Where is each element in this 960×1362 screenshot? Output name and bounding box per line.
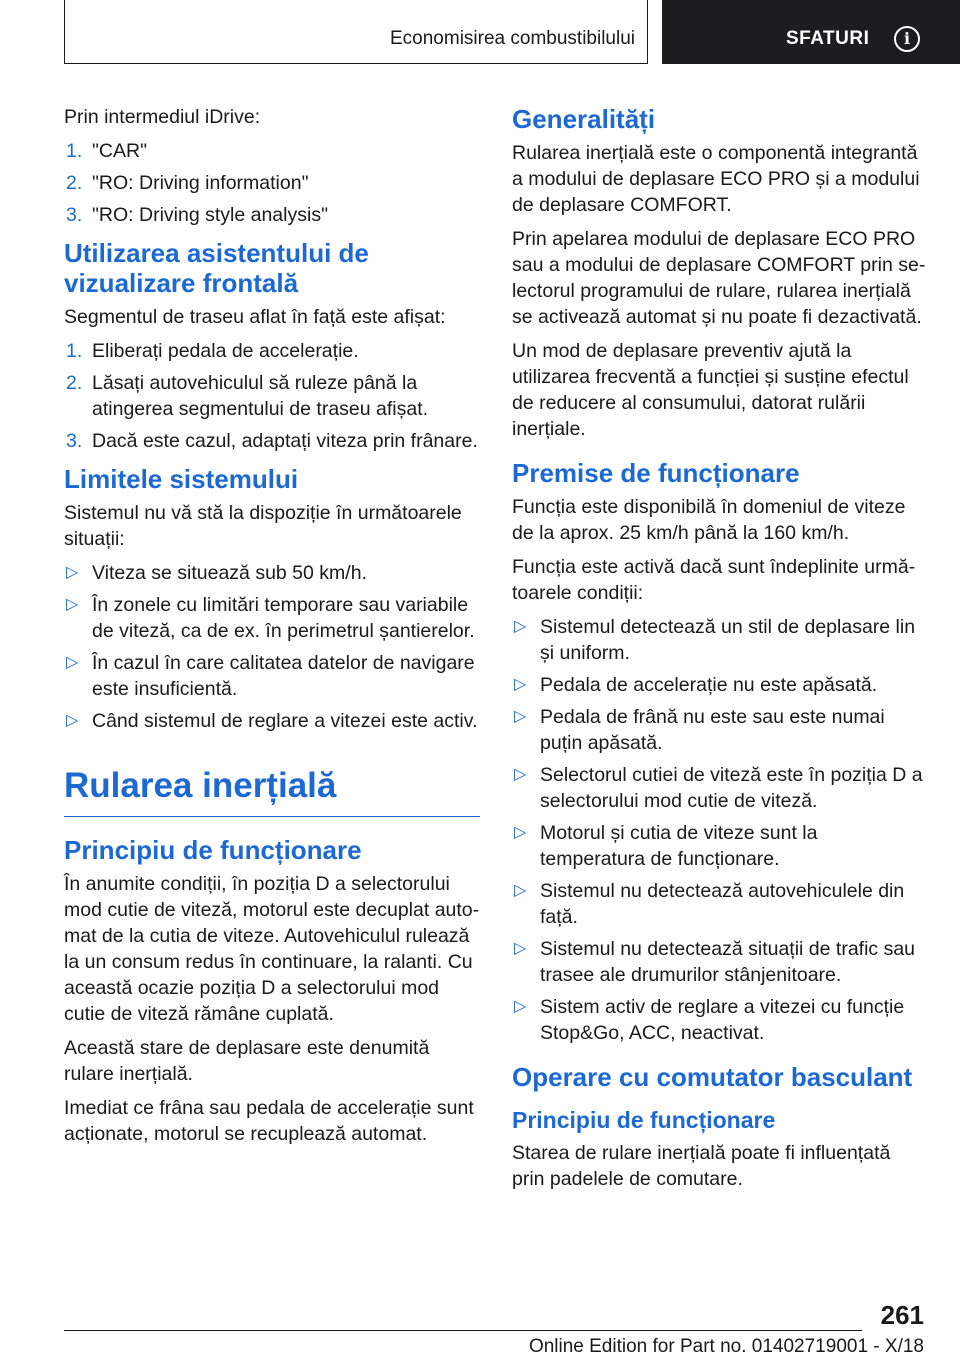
list-item <box>64 560 480 586</box>
step-number: 1. <box>66 340 83 362</box>
bullet-triangle-icon: ▷ <box>66 654 79 671</box>
step-text: Dacă este cazul, adaptați viteza prin frânare. <box>92 430 478 452</box>
limits-text: Sistemul nu vă stă la dispoziție în următoarele situații: <box>64 502 462 550</box>
heading-rocker-switch: Operare cu comutator basculant <box>512 1062 913 1092</box>
principle-paragraph-2: Această stare de deplasare este denumită rulare inerțială. <box>64 1037 430 1085</box>
step-text: "RO: Driving information" <box>92 172 309 194</box>
step-text: Eliberați pedala de accelerație. <box>92 340 359 362</box>
step-number: 3. <box>66 430 83 452</box>
list-text: Motorul și cutia de viteze sunt la temperatura de funcționare. <box>540 822 818 870</box>
list-item <box>64 650 480 702</box>
step-number: 3. <box>66 204 83 226</box>
hud-text: Segmentul de traseu aflat în față este afișat: <box>64 306 446 328</box>
general-paragraph-2: Prin apelarea modului de deplasare ECO PRO sau a modului de deplasare COMFORT prin selectorul programului de rulare, rularea inerțială se activează automat și nu poate fi dezactivată. <box>512 228 926 328</box>
list-text: Sistemul nu detectează situații de trafic sau trasee ale drumurilor stânjenitoare. <box>540 938 916 986</box>
bullet-triangle-icon: ▷ <box>514 882 527 899</box>
bullet-triangle-icon: ▷ <box>514 708 527 725</box>
bullet-triangle-icon: ▷ <box>514 998 527 1015</box>
principle-paragraph-3: Imediat ce frâna sau pedala de accelerație sunt acționate, motorul se recuplează automat. <box>64 1097 474 1145</box>
general-paragraph-1: Rularea inerțială este o componentă integrantă a modului de deplasare ECO PRO și a modului de deplasare COMFORT. <box>512 142 920 216</box>
bullet-triangle-icon: ▷ <box>514 618 527 635</box>
list-item <box>512 936 928 988</box>
list-item <box>512 672 928 698</box>
idrive-steps <box>64 138 480 228</box>
list-item <box>64 708 480 734</box>
list-item <box>512 820 928 872</box>
heading-principle: Principiu de funcționare <box>64 835 362 865</box>
list-item <box>512 762 928 814</box>
bullet-triangle-icon: ▷ <box>66 712 79 729</box>
list-text: Viteza se situează sub 50 km/h. <box>92 562 367 584</box>
list-item <box>512 704 928 756</box>
footer-divider <box>64 1330 862 1331</box>
list-item <box>64 592 480 644</box>
heading-general: Generalități <box>512 104 656 134</box>
step-number: 2. <box>66 172 83 194</box>
idrive-intro: Prin intermediul iDrive: <box>64 106 261 128</box>
list-text: În cazul în care calitatea datelor de navigare este insuficientă. <box>92 652 475 700</box>
list-text: Selectorul cutiei de viteză este în poziția D a selectorului mod cutie de viteză. <box>540 764 923 812</box>
right-column <box>512 104 928 1200</box>
list-text: Pedala de frână nu este sau este numai puțin apăsată. <box>540 706 885 754</box>
list-item <box>512 614 928 666</box>
list-item <box>64 138 480 164</box>
list-text: În zonele cu limitări temporare sau variabile de viteză, ca de ex. în perimetrul șantierelor. <box>92 594 475 642</box>
chapter-tab <box>64 0 648 64</box>
heading-limits: Limitele sistemului <box>64 464 299 494</box>
bullet-triangle-icon: ▷ <box>514 766 527 783</box>
left-column <box>64 104 480 1155</box>
list-item <box>512 994 928 1046</box>
prereq-paragraph-1: Funcția este disponibilă în domeniul de viteze de la aprox. 25 km/h până la 160 km/h. <box>512 496 906 544</box>
page-header <box>64 0 960 66</box>
list-text: Pedala de accelerație nu este apăsată. <box>540 674 878 696</box>
list-item <box>64 370 480 422</box>
prereq-paragraph-2: Funcția este activă dacă sunt îndeplinite următoarele condiții: <box>512 556 916 604</box>
heading-coasting: Rularea inerțială <box>64 764 480 817</box>
bullet-triangle-icon: ▷ <box>66 596 79 613</box>
step-text: Lăsați autovehiculul să ruleze până la atingerea segmentului de traseu afișat. <box>92 372 429 420</box>
footer-edition: Online Edition for Part no. 01402719001 - X/18 <box>528 1336 924 1357</box>
step-number: 1. <box>66 140 83 162</box>
list-item <box>512 878 928 930</box>
bullet-triangle-icon: ▷ <box>514 824 527 841</box>
bullet-triangle-icon: ▷ <box>514 676 527 693</box>
limits-list <box>64 560 480 734</box>
heading-hud: Utilizarea asistentului de vizualizare frontală <box>64 238 369 298</box>
section-title: SFATURI <box>786 28 870 49</box>
rocker-paragraph-1: Starea de rulare inerțială poate fi influențată prin padelele de comutare. <box>512 1142 891 1190</box>
info-icon: i <box>894 26 920 52</box>
list-text: Când sistemul de reglare a vitezei este activ. <box>92 710 478 732</box>
step-number: 2. <box>66 372 83 394</box>
list-item <box>64 170 480 196</box>
list-item <box>64 428 480 454</box>
heading-rocker-principle: Principiu de funcționare <box>512 1107 776 1133</box>
list-text: Sistem activ de reglare a vitezei cu funcție Stop&Go, ACC, neactivat. <box>540 996 905 1044</box>
page-number: 261 <box>880 1300 924 1330</box>
hud-steps <box>64 338 480 454</box>
general-paragraph-3: Un mod de deplasare preventiv ajută la utilizarea frecventă a funcției și susține efectul de reducere al consumului, datorat rulării inerțiale. <box>512 340 909 440</box>
step-text: "CAR" <box>92 140 148 162</box>
list-item <box>64 338 480 364</box>
chapter-title: Economisirea combustibilului <box>390 28 635 49</box>
step-text: "RO: Driving style analysis" <box>92 204 328 226</box>
list-item <box>64 202 480 228</box>
heading-prerequisites: Premise de funcționare <box>512 458 800 488</box>
bullet-triangle-icon: ▷ <box>514 940 527 957</box>
section-tab <box>662 0 960 64</box>
conditions-list <box>512 614 928 1046</box>
list-text: Sistemul nu detectează autovehiculele din față. <box>540 880 905 928</box>
principle-paragraph-1: În anumite condiții, în poziția D a selectorului mod cutie de viteză, motorul este decuplat automat de la cutia de viteze. Autovehiculul rulează la un consum redus în continuare, la ralanti. Cu această ocazie poziția D a selectorului mod cutie de viteză rămâne cuplată. <box>64 873 480 1025</box>
list-text: Sistemul detectează un stil de deplasare lin și uniform. <box>540 616 916 664</box>
bullet-triangle-icon: ▷ <box>66 564 79 581</box>
